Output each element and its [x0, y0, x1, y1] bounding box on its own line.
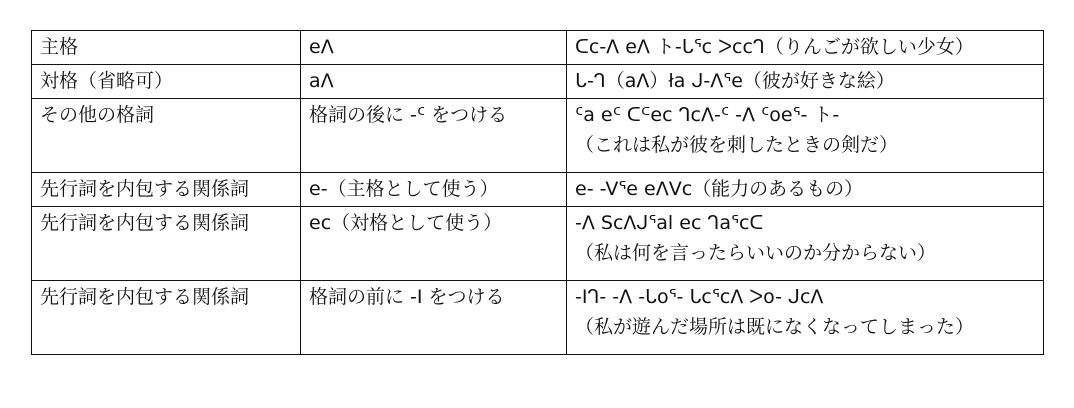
- marker-text: e-（主格として使う）: [309, 178, 499, 200]
- table-row: [32, 281, 1044, 355]
- table-row: [32, 31, 1044, 65]
- marker-cell: [301, 281, 567, 355]
- example-line: ᑕc-Λ eΛ ト-ᒐᕐc ᐳccᒉ（りんごが欲しい少女）: [575, 36, 974, 58]
- category-text: 主格: [40, 36, 79, 58]
- marker-text: 格詞の後に -ᑦ をつける: [309, 104, 508, 126]
- table-row: [32, 207, 1044, 281]
- marker-text: aΛ: [309, 70, 334, 92]
- category-cell: [32, 99, 301, 173]
- grammar-table: [31, 30, 1044, 355]
- table-row: [32, 99, 1044, 173]
- marker-text: ec（対格として使う）: [309, 212, 503, 234]
- example-cell: [567, 99, 1044, 173]
- marker-cell: [301, 31, 567, 65]
- marker-text: 格詞の前に -I をつける: [309, 286, 505, 308]
- category-text: 対格（省略可）: [40, 70, 174, 92]
- example-translation: （私は何を言ったらいいのか分からない）: [575, 241, 937, 264]
- category-text: 先行詞を内包する関係詞: [40, 286, 250, 308]
- category-cell: [32, 173, 301, 207]
- example-cell: [567, 207, 1044, 281]
- category-cell: [32, 65, 301, 99]
- category-text: その他の格詞: [40, 104, 155, 126]
- example-translation: （私が遊んだ場所は既になくなってしまった）: [575, 315, 975, 338]
- example-cell: [567, 281, 1044, 355]
- example-line: -Iᒉ- -Λ -ᒐoᕐ- ᒐcᕐcΛ ᐳo- ᒍcΛ: [575, 286, 824, 308]
- marker-text: eΛ: [309, 36, 334, 58]
- marker-cell: [301, 173, 567, 207]
- category-text: 先行詞を内包する関係詞: [40, 212, 250, 234]
- table-row: [32, 173, 1044, 207]
- example-translation: （これは私が彼を刺したときの剣だ）: [575, 133, 899, 156]
- example-line: ᒐ-ᒉ（aΛ）ła ᒍ-Λᕐe（彼が好きな絵）: [575, 70, 895, 92]
- marker-cell: [301, 65, 567, 99]
- category-cell: [32, 207, 301, 281]
- category-cell: [32, 281, 301, 355]
- category-text: 先行詞を内包する関係詞: [40, 178, 250, 200]
- example-line: -Λ ScΛᒍᕐal ec ᒉaᕐcᑕ: [575, 212, 764, 234]
- marker-cell: [301, 207, 567, 281]
- category-cell: [32, 31, 301, 65]
- example-cell: [567, 173, 1044, 207]
- example-line: ᑦa eᑦ ᑕᒼec ᒉcΛ-ᑦ -Λ ᑦoeᕐ- ト-: [575, 104, 840, 126]
- example-cell: [567, 65, 1044, 99]
- table-row: [32, 65, 1044, 99]
- marker-cell: [301, 99, 567, 173]
- example-line: e- -Vᕐe eΛVc（能力のあるもの）: [575, 178, 864, 200]
- example-cell: [567, 31, 1044, 65]
